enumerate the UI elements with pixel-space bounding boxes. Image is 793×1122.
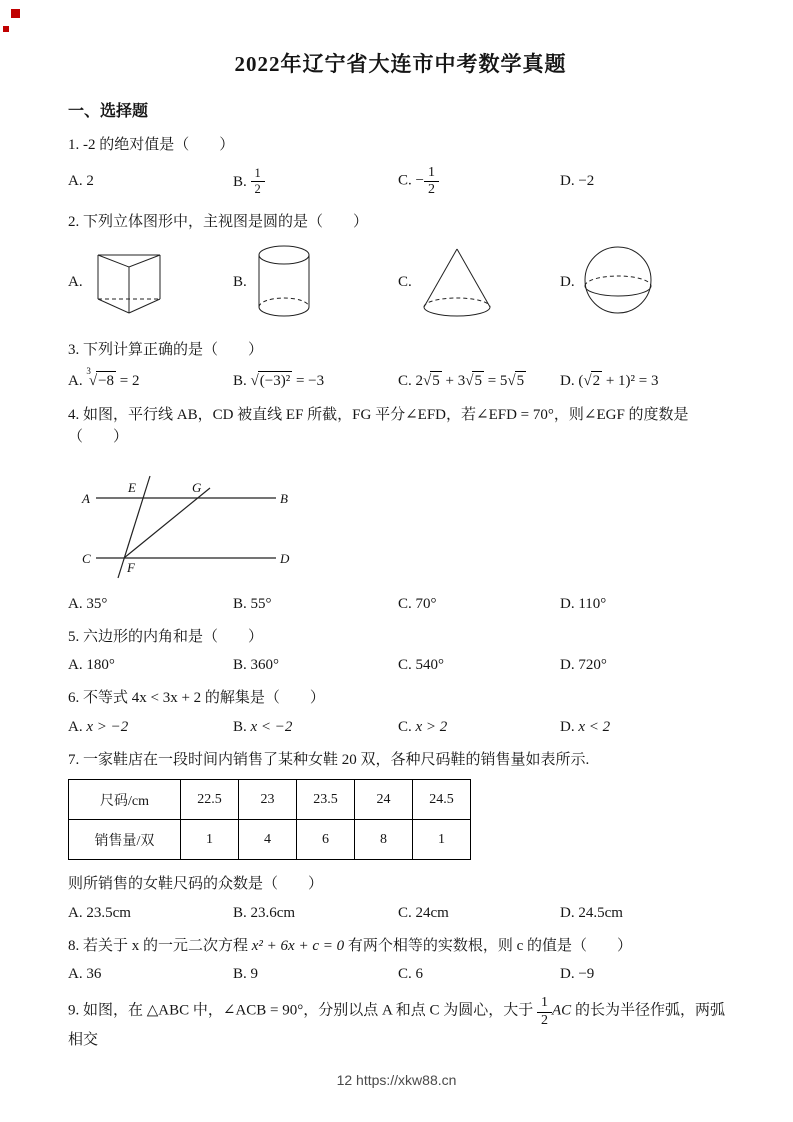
stem-text: 有两个相等的实数根，则 c 的值是（ ） [344,937,633,954]
table-header-cell: 销售量/双 [69,820,181,860]
stem-text: 8. 若关于 x 的一元二次方程 [68,937,252,954]
question-7-stem-2: 则所销售的女鞋尺码的众数是（ ） [68,876,324,893]
option-value: x > 2 [415,718,448,735]
point-label-D: D [280,550,290,566]
radicand: 5 [474,372,482,389]
radical-sign: √ [423,372,431,389]
q4-option-a: A. 35° [68,595,108,612]
option-label: B. [233,273,247,290]
point-label-C: C [82,550,91,566]
option-label: C. − [398,172,424,189]
question-8-stem [68,935,733,958]
operator: = 5 [483,372,508,389]
table-cell: 8 [355,820,413,860]
q5-option-d: D. 720° [560,657,607,674]
question-3-options [68,365,733,391]
radical-sign: √ [507,372,515,389]
q7-option-b: B. 23.6cm [233,904,296,921]
table-cell: 1 [181,820,239,860]
table-row [69,820,471,860]
q1-option-b [233,167,398,196]
fraction [424,166,439,198]
corner-mark [11,9,20,18]
q3-option-c [398,371,560,391]
question-4-stem: 4. 如图，平行线 AB，CD 被直线 EF 所截，FG 平分∠EFD，若∠EFD = 70°，则∠EGF 的度数是（ ） [68,406,689,446]
square-root [423,373,442,389]
q5-option-c: C. 540° [398,657,445,674]
fraction-numerator: 1 [537,996,552,1013]
question-3-stem: 3. 下列计算正确的是（ ） [68,342,264,359]
option-label: A. [68,372,87,389]
q4-option-d: D. 110° [560,595,607,612]
option-value: x < 2 [578,718,611,735]
table-cell: 23 [239,780,297,820]
point-label-B: B [280,490,288,506]
question-9-stem [68,996,733,1051]
table-cell: 23.5 [297,780,355,820]
option-label: A. [68,273,83,290]
q7-option-c: C. 24cm [398,904,449,921]
option-label: D. [560,273,575,290]
stem-text: 9. 如图，在 △ABC 中，∠ACB = 90°，分别以点 A 和点 C 为圆心，大于 [68,1002,538,1019]
fraction-denominator: 2 [427,182,435,198]
q3-option-b [233,371,398,391]
corner-mark [3,26,9,32]
question-2-stem: 2. 下列立体图形中，主视图是圆的是（ ） [68,213,369,230]
table-cell: 24.5 [413,780,471,820]
radicand: −8 [98,372,115,389]
q8-option-b: B. 9 [233,966,259,983]
segment-AC: AC [552,1002,572,1019]
q4-option-b: B. 55° [233,595,272,612]
point-label-G: G [192,479,202,495]
q6-option-b [233,719,398,736]
fraction-denominator: 2 [541,1012,549,1028]
page-footer: 12 https://xkw88.cn [336,1072,457,1088]
question-2-figures [68,241,733,323]
question-6-options [68,719,733,736]
q8-option-a: A. 36 [68,966,102,983]
shoe-sales-table [68,779,471,860]
fraction [251,167,265,196]
table-row [69,780,471,820]
q2-option-b [233,243,398,321]
page-title: 2022年辽宁省大连市中考数学真题 [234,52,567,76]
q6-option-c [398,719,560,736]
q5-option-b: B. 360° [233,657,280,674]
radicand: 5 [432,372,440,389]
q6-option-d [560,719,733,736]
square-root [507,373,526,389]
q3-option-a [68,365,233,391]
point-label-E: E [128,479,136,495]
radical-sign: √ [250,372,258,389]
q3-option-d [560,371,733,391]
fraction [537,996,552,1028]
fraction-numerator: 1 [424,166,439,183]
question-8-options [68,966,733,983]
option-value: x < −2 [250,718,293,735]
table-cell: 6 [297,820,355,860]
parallel-lines-figure [80,464,298,582]
cylinder-figure [254,243,316,321]
sphere-figure [582,244,656,320]
q2-option-d [560,244,733,320]
equation-rest: + 1)² = 3 [602,372,659,389]
q5-option-a: A. 180° [68,657,115,674]
point-label-F: F [127,559,135,575]
equation-rest: = −3 [292,372,325,389]
triangular-prism-figure [90,241,168,323]
radical-sign: √ [465,372,473,389]
quadratic-formula: x² + 6x + c = 0 [251,937,345,954]
option-label: B. [233,372,251,389]
root-index: 3 [86,365,91,376]
question-1-stem: 1. -2 的绝对值是（ ） [68,137,235,153]
option-label: C. [398,273,412,290]
radicand: 5 [516,372,525,389]
q1-option-a: A. 2 [68,173,94,190]
question-7-stem: 7. 一家鞋店在一段时间内销售了某种女鞋 20 双，各种尺码鞋的销售量如表所示. [68,751,590,768]
coefficient: 2 [415,372,424,389]
stem-text: 的长为半径作弧，两弧相交 [68,1002,725,1048]
point-label-A: A [82,490,90,506]
option-label: C. [398,372,416,389]
option-value: x > −2 [86,718,129,735]
q7-option-a: A. 23.5cm [68,904,131,921]
table-cell: 4 [239,820,297,860]
table-cell: 1 [413,820,471,860]
fraction-numerator: 1 [251,167,265,182]
radical-sign: √ [88,372,97,389]
question-1-options [68,166,733,198]
q8-option-d: D. −9 [560,966,595,983]
cone-figure [419,243,497,321]
question-4-options [68,596,733,613]
table-cell: 22.5 [181,780,239,820]
square-root [465,373,484,389]
question-7-options [68,905,733,922]
option-label: B. [233,718,251,735]
radicand: 2 [592,372,601,389]
option-label: D. [560,718,579,735]
equation-rest: = 2 [116,372,140,389]
square-root [583,373,602,389]
q2-option-a [68,241,233,323]
cube-root [86,365,116,389]
q8-option-c: C. 6 [398,966,424,983]
question-6-stem: 6. 不等式 4x < 3x + 2 的解集是（ ） [68,690,325,707]
radicand: (−3)² [259,372,291,389]
fraction-denominator: 2 [254,182,261,197]
option-label: B. [233,174,251,191]
operator: + 3 [441,372,466,389]
radical-sign: √ [583,372,591,389]
option-label: C. [398,718,416,735]
q4-option-c: C. 70° [398,595,437,612]
q7-option-d: D. 24.5cm [560,904,623,921]
table-cell: 24 [355,780,413,820]
q6-option-a [68,719,233,736]
q2-option-c [398,243,560,321]
q1-option-d: D. −2 [560,173,595,190]
q1-option-c [398,166,560,198]
question-5-options [68,657,733,674]
question-5-stem: 5. 六边形的内角和是（ ） [68,628,264,645]
square-root [251,373,293,389]
option-label: A. [68,718,87,735]
option-label: D. ( [560,372,584,389]
table-header-cell: 尺码/cm [69,780,181,820]
section-heading: 一、选择题 [68,103,149,120]
